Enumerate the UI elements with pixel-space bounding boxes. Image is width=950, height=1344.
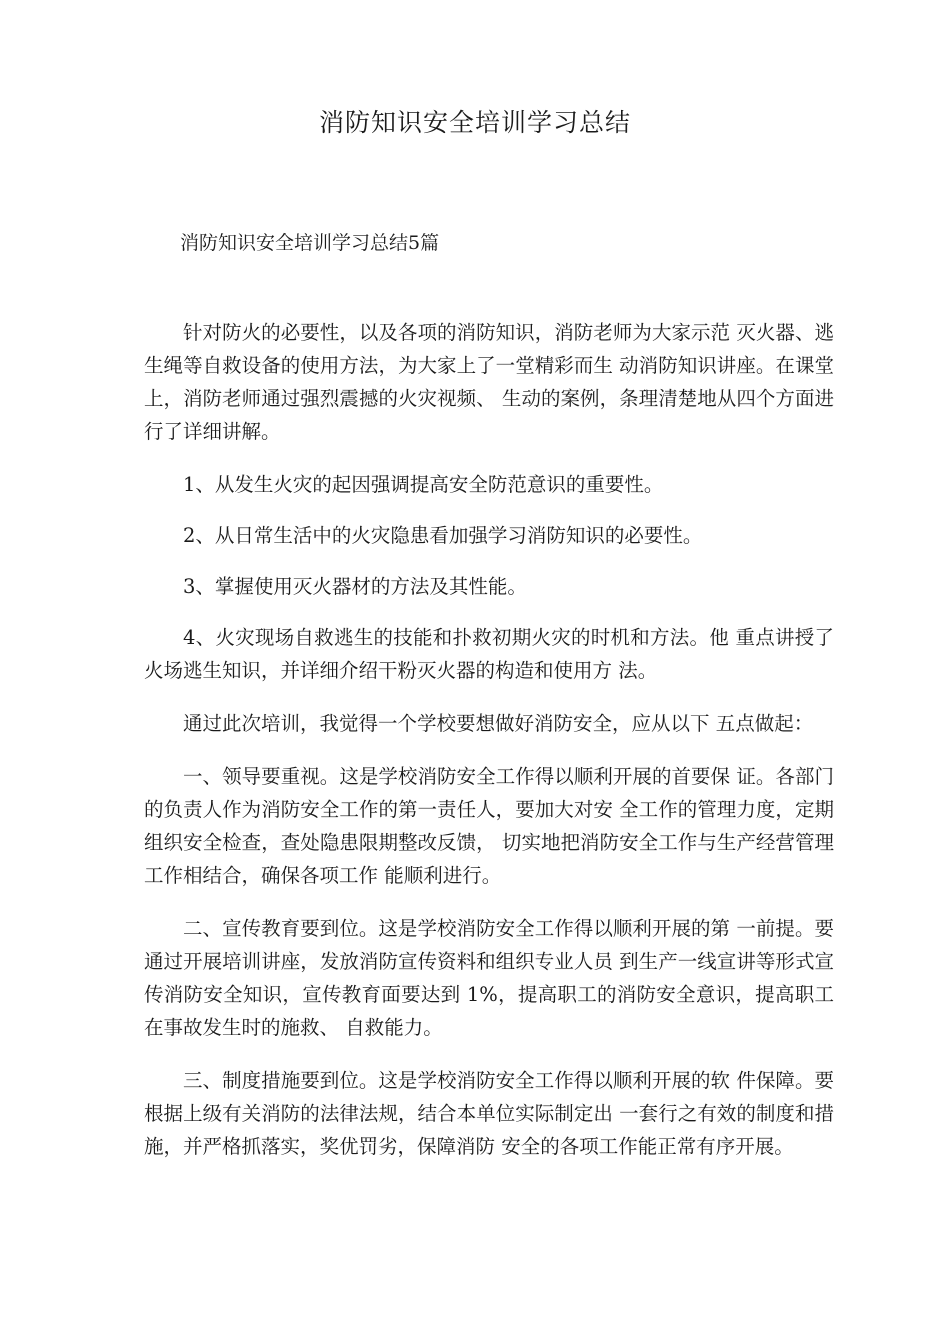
paragraph-section-2: 二、宣传教育要到位。这是学校消防安全工作得以顺利开展的第 一前提。要通过开展培训讲座，发放消防宣传资料和组织专业人员 到生产一线宣讲等形式宣传消防安全知识，宣传教育面要达到 1%，提高职工的消防安全意识，提高职工在事故发生时的施救、 自救能力。: [144, 917, 834, 1039]
paragraph-section-3: 三、制度措施要到位。这是学校消防安全工作得以顺利开展的软 件保障。要根据上级有关消防的法律法规，结合本单位实际制定出 一套行之有效的制度和措施，并严格抓落实，奖优罚劣，保障消防 安全的各项工作能正常有序开展。: [144, 1069, 834, 1158]
document-body: [144, 316, 834, 1183]
paragraph-point-2: 2、从日常生活中的火灾隐患看加强学习消防知识的必要性。: [183, 524, 703, 547]
document-title: 消防知识安全培训学习总结: [318, 108, 631, 137]
paragraph-point-4: 4、火灾现场自救逃生的技能和扑救初期火灾的时机和方法。他 重点讲授了火场逃生知识，并详细介绍干粉灭火器的构造和使用方 法。: [144, 626, 834, 682]
document-subtitle: 消防知识安全培训学习总结5篇: [180, 232, 440, 254]
paragraph-intro: 针对防火的必要性，以及各项的消防知识，消防老师为大家示范 灭火器、逃生绳等自救设备的使用方法，为大家上了一堂精彩而生 动消防知识讲座。在课堂上，消防老师通过强烈震撼的火灾视频、 生动的案例，条理清楚地从四个方面进行了详细讲解。: [144, 321, 834, 443]
paragraph-conclusion-lead: 通过此次培训，我觉得一个学校要想做好消防安全，应从以下 五点做起：: [183, 712, 814, 735]
paragraph-point-1: 1、从发生火灾的起因强调提高安全防范意识的重要性。: [183, 473, 664, 496]
paragraph-section-1: 一、领导要重视。这是学校消防安全工作得以顺利开展的首要保 证。各部门的负责人作为消防安全工作的第一责任人，要加大对安 全工作的管理力度，定期组织安全检查，查处隐患限期整改反馈， 切实地把消防安全工作与生产经营管理工作相结合，确保各项工作 能顺利进行。: [144, 765, 834, 887]
paragraph-point-3: 3、掌握使用灭火器材的方法及其性能。: [183, 575, 527, 598]
